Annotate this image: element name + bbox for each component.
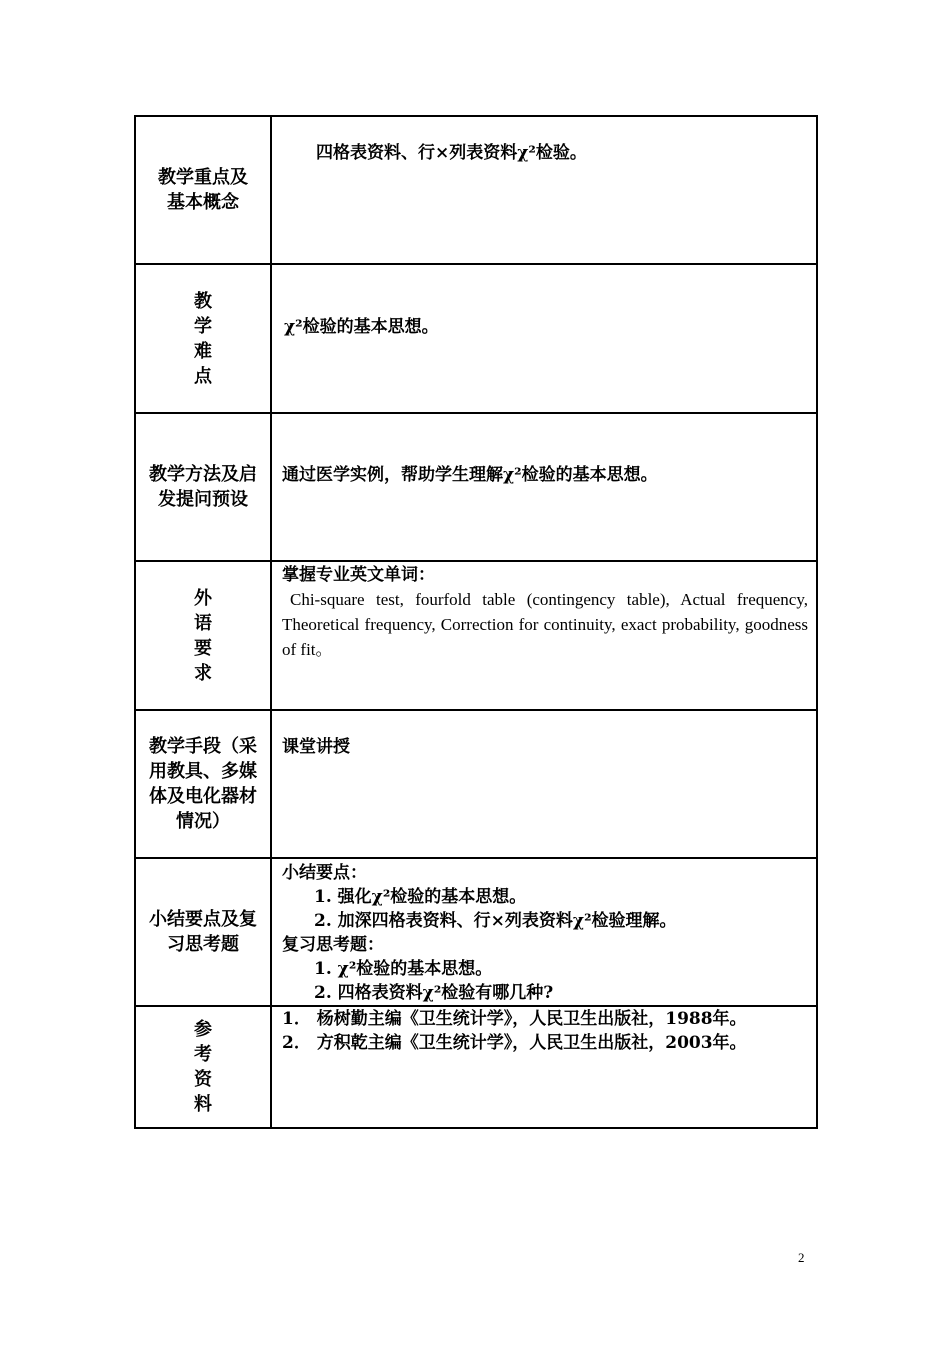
table-row [135, 858, 817, 1006]
key-points-text: 四格表资料、行×列表资料χ²检验。 [316, 143, 587, 163]
label-line: 参 [194, 1019, 212, 1040]
label-line: 习思考题 [167, 934, 239, 955]
row-content [271, 413, 817, 561]
label-line: 教 [194, 290, 212, 312]
row-content [271, 1006, 817, 1128]
row-content [271, 561, 817, 710]
row-label [135, 1006, 271, 1128]
label-line: 基本概念 [167, 192, 239, 213]
row-label [135, 264, 271, 413]
label-line: 语 [194, 612, 212, 634]
row-label [135, 561, 271, 710]
reference-item: 2． 方积乾主编《卫生统计学》，人民卫生出版社，2003年。 [282, 1033, 747, 1053]
row-content [271, 858, 817, 1006]
label-line: 难 [194, 340, 212, 362]
lesson-plan-table [134, 115, 818, 1129]
method-text: 通过医学实例，帮助学生理解χ²检验的基本思想。 [282, 465, 658, 485]
label-line: 外 [194, 587, 212, 609]
label-line: 料 [194, 1094, 212, 1115]
row-content [271, 116, 817, 264]
label-line: 情况） [176, 811, 230, 832]
label-line: 学 [194, 315, 212, 337]
table-row [135, 413, 817, 561]
label-line: 点 [194, 365, 212, 387]
table-row [135, 116, 817, 264]
row-label [135, 116, 271, 264]
difficulties-text: χ²检验的基本思想。 [284, 317, 439, 337]
label-line: 教学方法及启 [149, 464, 257, 485]
row-label [135, 413, 271, 561]
row-content [271, 710, 817, 858]
label-line: 教学重点及 [158, 167, 248, 188]
label-line: 用教具、多媒 [149, 761, 257, 782]
table-row [135, 1006, 817, 1128]
label-line: 求 [194, 662, 212, 684]
table-row [135, 264, 817, 413]
table-row [135, 561, 817, 710]
summary-heading: 小结要点： [282, 863, 367, 883]
page-number: 2 [798, 1250, 805, 1265]
label-line: 资 [194, 1069, 212, 1090]
table-row [135, 710, 817, 858]
review-heading: 复习思考题： [282, 935, 384, 955]
label-line: 要 [194, 637, 212, 659]
summary-item: 2. 加深四格表资料、行×列表资料χ²检验理解。 [314, 911, 677, 931]
row-content [271, 264, 817, 413]
label-line: 考 [194, 1044, 212, 1065]
label-line: 体及电化器材 [149, 786, 257, 807]
review-item: 2. 四格表资料χ²检验有哪几种? [314, 983, 554, 1003]
summary-item: 1. 强化χ²检验的基本思想。 [314, 887, 527, 907]
teaching-means-text: 课堂讲授 [282, 737, 350, 757]
label-line: 发提问预设 [158, 489, 248, 510]
review-item: 1. χ²检验的基本思想。 [314, 959, 493, 979]
vocab-list: Chi-square test, fourfold table (contingency table), Actual frequency, Theoretical frequency, Correction for continuity, exact probability, goodness of fit。 [282, 590, 808, 659]
label-line: 小结要点及复 [149, 909, 257, 930]
vocab-heading: 掌握专业英文单词： [282, 565, 435, 585]
label-line: 教学手段（采 [149, 736, 257, 757]
row-label [135, 710, 271, 858]
row-label [135, 858, 271, 1006]
reference-item: 1． 杨树勤主编《卫生统计学》，人民卫生出版社，1988年。 [282, 1009, 747, 1029]
